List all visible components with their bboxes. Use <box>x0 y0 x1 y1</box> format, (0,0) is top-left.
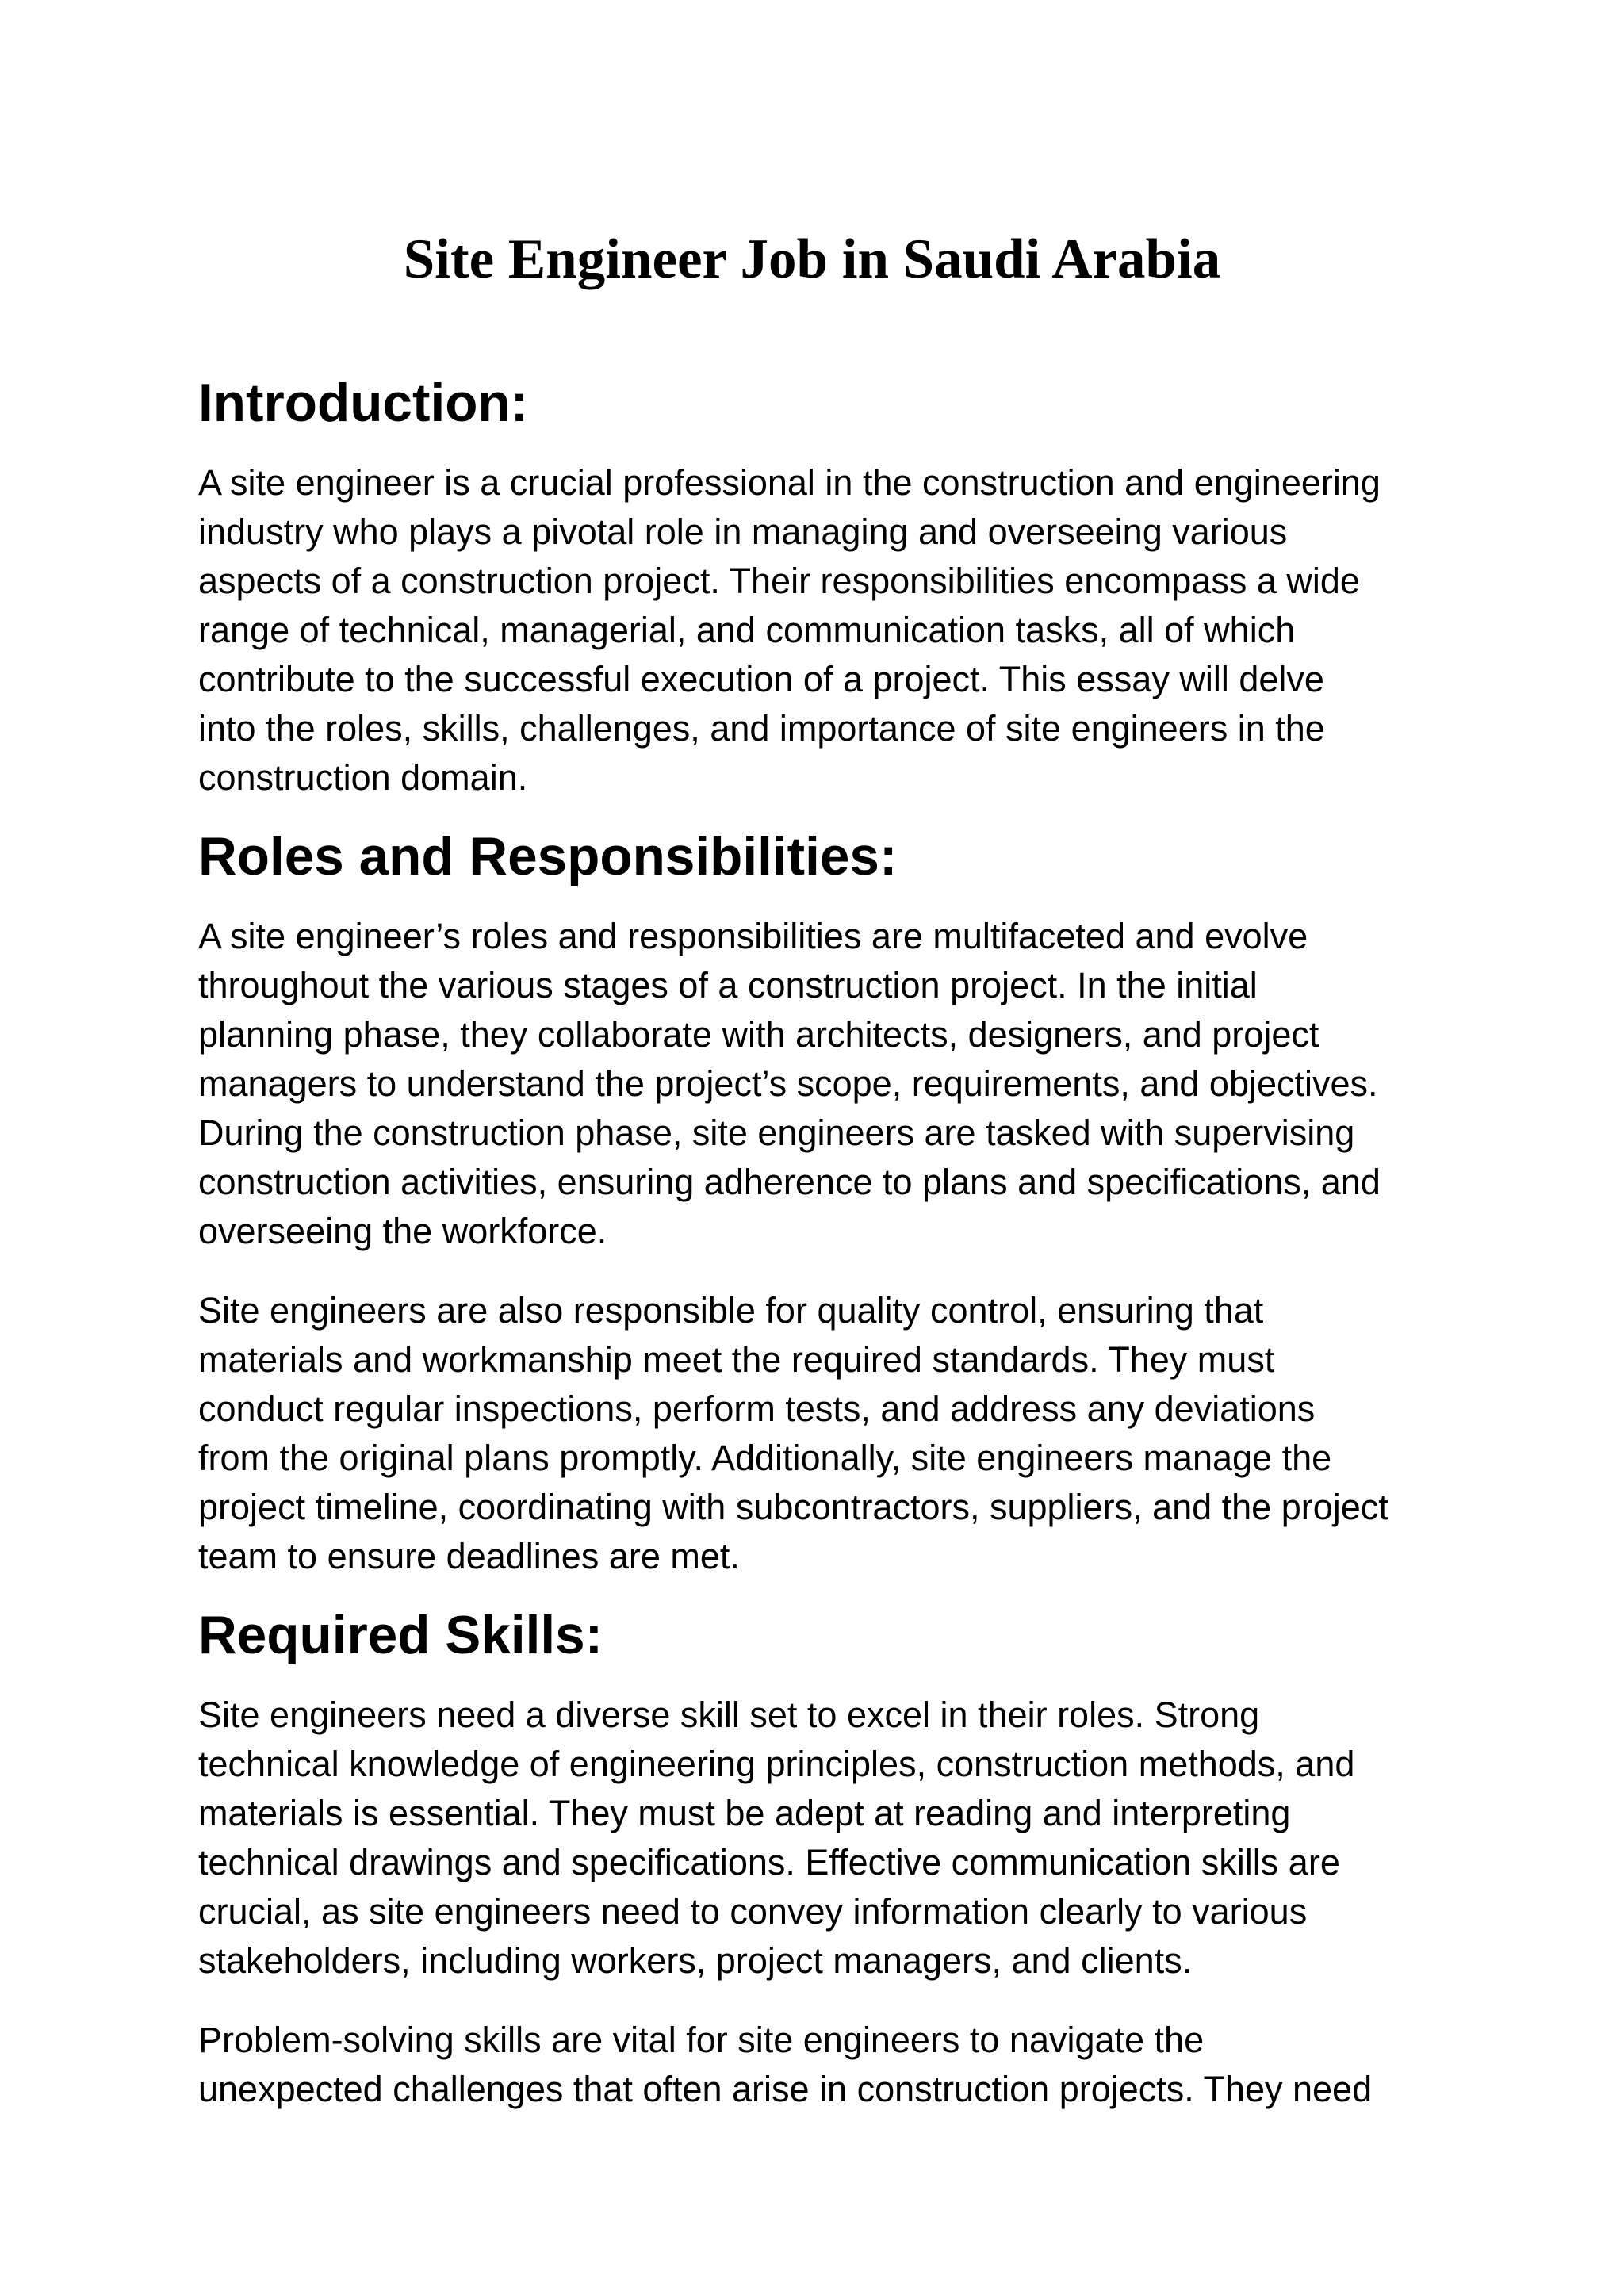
paragraph <box>198 458 1467 802</box>
text-line: materials and workmanship meet the required standards. They must <box>198 1339 1275 1380</box>
text-line: Site engineers are also responsible for quality control, ensuring that <box>198 1290 1264 1331</box>
document-body <box>198 373 1467 2114</box>
text-line: technical knowledge of engineering principles, construction methods, and <box>198 1744 1355 1784</box>
text-line: project timeline, coordinating with subcontractors, suppliers, and the project <box>198 1487 1388 1527</box>
section-heading-required-skills: Required Skills: <box>198 1606 603 1665</box>
paragraph <box>198 1286 1467 1581</box>
text-line: technical drawings and specifications. Effective communication skills are <box>198 1842 1340 1882</box>
page-title: Site Engineer Job in Saudi Arabia <box>403 228 1221 290</box>
text-line: construction domain. <box>198 757 528 798</box>
text-line: planning phase, they collaborate with architects, designers, and project <box>198 1014 1320 1055</box>
text-line: managers to understand the project’s scope, requirements, and objectives. <box>198 1063 1378 1104</box>
text-line: industry who plays a pivotal role in managing and overseeing various <box>198 511 1288 552</box>
text-line: materials is essential. They must be adept at reading and interpreting <box>198 1793 1291 1833</box>
text-line: range of technical, managerial, and communication tasks, all of which <box>198 610 1296 650</box>
text-line: During the construction phase, site engineers are tasked with supervising <box>198 1113 1355 1153</box>
text-line: Site engineers need a diverse skill set to excel in their roles. Strong <box>198 1695 1260 1735</box>
text-line: stakeholders, including workers, project managers, and clients. <box>198 1940 1193 1981</box>
text-line: contribute to the successful execution of a project. This essay will delve <box>198 659 1324 699</box>
text-line: into the roles, skills, challenges, and importance of site engineers in the <box>198 708 1325 749</box>
text-line: team to ensure deadlines are met. <box>198 1536 740 1576</box>
text-line: conduct regular inspections, perform tests, and address any deviations <box>198 1388 1316 1429</box>
text-line: construction activities, ensuring adherence to plans and specifications, and <box>198 1162 1381 1202</box>
text-line: from the original plans promptly. Additionally, site engineers manage the <box>198 1438 1332 1478</box>
text-line: A site engineer is a crucial professional in the construction and engineering <box>198 462 1381 503</box>
paragraph <box>198 912 1467 1256</box>
text-line: aspects of a construction project. Their responsibilities encompass a wide <box>198 561 1360 601</box>
paragraph <box>198 1691 1467 1986</box>
text-line: throughout the various stages of a construction project. In the initial <box>198 965 1258 1005</box>
text-line: A site engineer’s roles and responsibilities are multifaceted and evolve <box>198 916 1308 956</box>
text-line: Problem-solving skills are vital for site engineers to navigate the <box>198 2020 1205 2060</box>
section-heading-introduction: Introduction: <box>198 373 529 433</box>
text-line: crucial, as site engineers need to convey information clearly to various <box>198 1891 1308 1932</box>
section-heading-roles: Roles and Responsibilities: <box>198 827 898 887</box>
text-line: unexpected challenges that often arise in construction projects. They need <box>198 2069 1373 2109</box>
paragraph <box>198 2016 1467 2114</box>
text-line: overseeing the workforce. <box>198 1211 607 1251</box>
